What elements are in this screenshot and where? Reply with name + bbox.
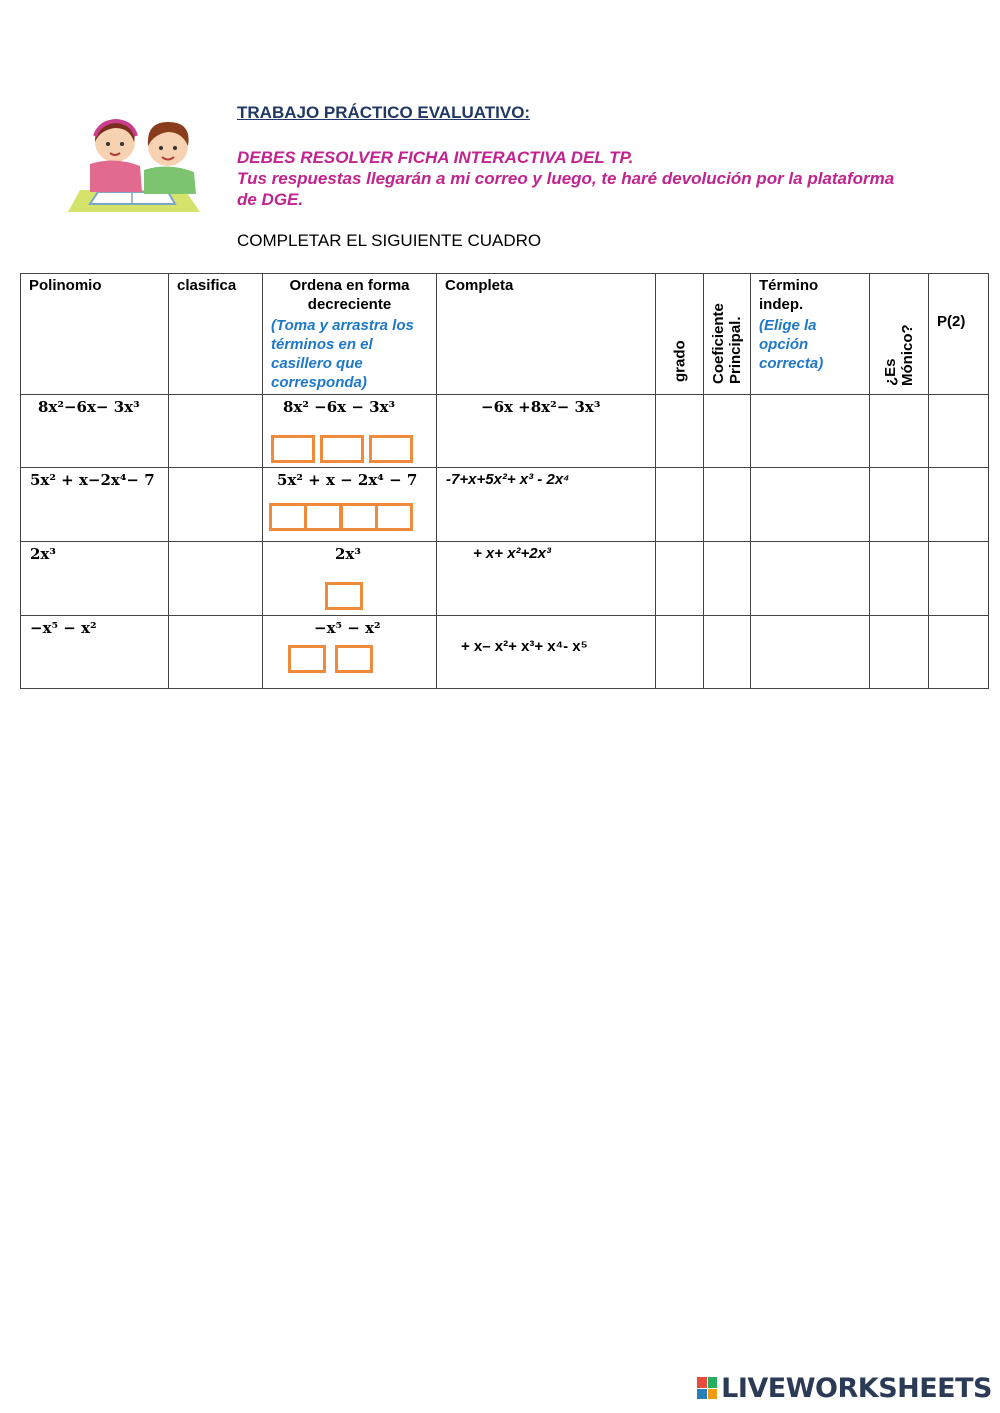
drop-box[interactable]	[375, 503, 413, 531]
table-row	[21, 616, 989, 689]
coeficiente-answer[interactable]	[704, 542, 751, 616]
polinomio-text: 8x²−6x− 3x³	[38, 398, 140, 416]
kids-reading-illustration	[60, 112, 210, 217]
header-coeficiente: Coeficiente Principal.	[704, 274, 751, 395]
completa-text: -7+x+5x²+ x³ - 2x⁴	[446, 471, 570, 488]
ordena-cell	[263, 395, 437, 468]
drop-box[interactable]	[269, 503, 307, 531]
ordena-cell	[263, 468, 437, 542]
grado-answer[interactable]	[656, 395, 704, 468]
completa-cell	[437, 468, 656, 542]
p2-answer[interactable]	[929, 468, 989, 542]
header-completa: Completa	[437, 274, 656, 395]
header-grado: grado	[656, 274, 704, 395]
monico-answer[interactable]	[870, 616, 929, 689]
ordena-cell	[263, 542, 437, 616]
polynomial-table	[20, 273, 989, 689]
drop-box[interactable]	[335, 645, 373, 673]
task-subtitle: COMPLETAR EL SIGUIENTE CUADRO	[237, 231, 542, 250]
worksheet-title: TRABAJO PRÁCTICO EVALUATIVO:	[237, 103, 531, 122]
ordena-text: −x⁵ − x²	[314, 619, 381, 637]
ordena-cell	[263, 616, 437, 689]
header-polinomio: Polinomio	[21, 274, 169, 395]
drop-box[interactable]	[271, 435, 315, 463]
header-p2: P(2)	[929, 274, 989, 395]
polinomio-text: 5x² + x−2x⁴− 7	[30, 471, 155, 489]
monico-answer[interactable]	[870, 468, 929, 542]
polinomio-cell	[21, 395, 169, 468]
monico-answer[interactable]	[870, 395, 929, 468]
drop-box[interactable]	[369, 435, 413, 463]
drop-box[interactable]	[320, 435, 364, 463]
p2-answer[interactable]	[929, 542, 989, 616]
p2-answer[interactable]	[929, 616, 989, 689]
completa-cell	[437, 395, 656, 468]
polinomio-text: 2x³	[30, 545, 56, 563]
header-clasifica: clasifica	[169, 274, 263, 395]
coeficiente-answer[interactable]	[704, 468, 751, 542]
polinomio-text: −x⁵ − x²	[30, 619, 97, 637]
completa-cell	[437, 616, 656, 689]
completa-text: + x– x²+ x³+ x⁴- x⁵	[461, 638, 588, 655]
polinomio-cell	[21, 616, 169, 689]
ordena-text: 5x² + x − 2x⁴ − 7	[277, 471, 418, 489]
termino-answer[interactable]	[751, 468, 870, 542]
header-row	[21, 274, 989, 395]
termino-hint: (Elige la opción correcta)	[759, 317, 824, 372]
drop-box[interactable]	[288, 645, 326, 673]
completa-text: + x+ x²+2x³	[473, 545, 551, 562]
coeficiente-answer[interactable]	[704, 616, 751, 689]
coeficiente-answer[interactable]	[704, 395, 751, 468]
table-row	[21, 542, 989, 616]
header-monico: ¿Es Mónico?	[870, 274, 929, 395]
drop-box[interactable]	[325, 582, 363, 610]
table-row	[21, 468, 989, 542]
termino-answer[interactable]	[751, 395, 870, 468]
completa-cell	[437, 542, 656, 616]
liveworksheets-logo	[697, 1373, 992, 1403]
termino-answer[interactable]	[751, 616, 870, 689]
instructions	[237, 147, 897, 210]
instruction-line-1: DEBES RESOLVER FICHA INTERACTIVA DEL TP.	[237, 148, 634, 167]
logo-icon	[697, 1377, 717, 1399]
p2-answer[interactable]	[929, 395, 989, 468]
header-ordena: Ordena en forma decreciente (Toma y arrastra los términos en el casillero que corresponda)	[263, 274, 437, 395]
clasifica-answer[interactable]	[169, 542, 263, 616]
termino-answer[interactable]	[751, 542, 870, 616]
logo-text: LIVEWORKSHEETS	[721, 1372, 992, 1404]
clasifica-answer[interactable]	[169, 616, 263, 689]
monico-answer[interactable]	[870, 542, 929, 616]
clasifica-answer[interactable]	[169, 395, 263, 468]
clasifica-answer[interactable]	[169, 468, 263, 542]
completa-text: −6x +8x²− 3x³	[481, 398, 601, 416]
drop-box[interactable]	[340, 503, 378, 531]
ordena-text: 2x³	[335, 545, 361, 563]
grado-answer[interactable]	[656, 468, 704, 542]
grado-answer[interactable]	[656, 616, 704, 689]
drop-box[interactable]	[304, 503, 342, 531]
grado-answer[interactable]	[656, 542, 704, 616]
ordena-text: 8x² −6x − 3x³	[283, 398, 396, 416]
polinomio-cell	[21, 542, 169, 616]
polinomio-cell	[21, 468, 169, 542]
ordena-hint: (Toma y arrastra los términos en el casillero que corresponda)	[271, 317, 414, 391]
header-termino: Término indep. (Elige la opción correcta)	[751, 274, 870, 395]
table-row	[21, 395, 989, 468]
instruction-line-2: Tus respuestas llegarán a mi correo y luego, te haré devolución por la plataforma de DGE.	[237, 169, 895, 209]
